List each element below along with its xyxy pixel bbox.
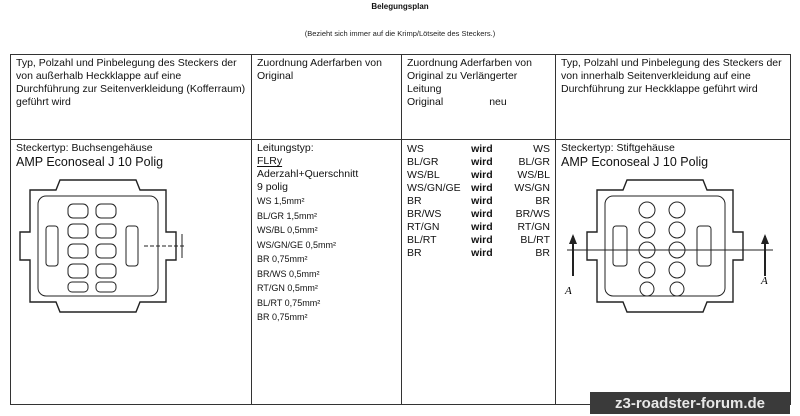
wire-spec: BL/GR 1,5mm² xyxy=(257,210,318,221)
site-watermark: z3-roadster-forum.de xyxy=(590,392,790,414)
wire-spec: BR 0,75mm² xyxy=(257,312,308,322)
mapping-from: BR xyxy=(407,247,422,259)
right-connector-model: AMP Econoseal J 10 Polig xyxy=(561,155,709,169)
cable-cross-section-label: Aderzahl+Querschnitt xyxy=(257,168,359,180)
document-title: Belegungsplan xyxy=(371,2,429,11)
right-connector-type: Steckertyp: Stiftgehäuse xyxy=(561,142,675,154)
mapping-row xyxy=(407,247,550,260)
mapping-to: BL/RT xyxy=(520,234,550,246)
mapping-verb: wird xyxy=(471,234,493,246)
pin-assignment-table xyxy=(10,54,791,405)
mapping-to: WS/BL xyxy=(517,169,550,181)
mapping-from: WS/BL xyxy=(407,169,440,181)
header-neu-label: neu xyxy=(489,96,507,108)
header-original-label: Original xyxy=(407,96,444,108)
mapping-to: BR xyxy=(535,247,550,259)
mapping-verb: wird xyxy=(471,182,493,194)
section-label-left: A xyxy=(565,285,572,297)
mapping-row xyxy=(407,234,550,247)
section-label-right: A xyxy=(761,275,768,287)
wire-spec: WS/BL 0,5mm² xyxy=(257,225,318,235)
cable-type-label: Leitungstyp: xyxy=(257,142,314,154)
mapping-verb: wird xyxy=(471,208,493,220)
mapping-row xyxy=(407,208,550,221)
mapping-to: BL/GR xyxy=(518,156,550,168)
left-connector-cell xyxy=(11,140,252,405)
mapping-row xyxy=(407,156,550,169)
left-connector-model: AMP Econoseal J 10 Polig xyxy=(16,155,164,169)
document-subtitle: (Bezieht sich immer auf die Krimp/Lötseite des Steckers.) xyxy=(304,29,496,38)
mapping-to: WS xyxy=(533,143,550,155)
mapping-to: RT/GN xyxy=(517,221,550,233)
mapping-verb: wird xyxy=(471,143,493,155)
mapping-verb: wird xyxy=(471,169,493,181)
socket-housing-drawing xyxy=(16,176,196,316)
mapping-verb: wird xyxy=(471,247,493,259)
wire-spec: RT/GN 0,5mm² xyxy=(257,283,318,293)
table-body-row xyxy=(11,140,791,405)
header-mapping-text: Zuordnung Aderfarben von Original zu Verlängerter Leitung xyxy=(407,57,532,95)
header-right-connector: Typ, Polzahl und Pinbelegung des Steckers der von innerhalb Seitenverkleidung auf eine Durchführung zur Heckklappe geführt wird xyxy=(556,55,791,140)
mapping-from: BR xyxy=(407,195,422,207)
table-header-row xyxy=(11,55,791,140)
wire-spec: BL/RT 0,75mm² xyxy=(257,297,321,308)
cable-pole-count: 9 polig xyxy=(257,181,288,193)
mapping-from: WS xyxy=(407,143,424,155)
mapping-row xyxy=(407,195,550,208)
mapping-from: RT/GN xyxy=(407,221,440,233)
cable-spec-cell xyxy=(252,140,402,405)
mapping-verb: wird xyxy=(471,195,493,207)
wire-spec: WS 1,5mm² xyxy=(257,196,305,206)
mapping-row xyxy=(407,221,550,234)
color-mapping-list xyxy=(407,143,550,260)
mapping-from: BL/GR xyxy=(407,156,439,168)
mapping-from: BR/WS xyxy=(407,208,442,220)
color-mapping-cell xyxy=(402,140,556,405)
wire-spec: BR 0,75mm² xyxy=(257,254,308,264)
mapping-row xyxy=(407,182,550,195)
left-connector-type: Steckertyp: Buchsengehäuse xyxy=(16,142,153,154)
mapping-verb: wird xyxy=(471,156,493,168)
mapping-from: BL/RT xyxy=(407,234,437,246)
wire-spec: BR/WS 0,5mm² xyxy=(257,268,320,279)
header-original-colors: Zuordnung Aderfarben von Original xyxy=(252,55,402,140)
right-connector-cell xyxy=(556,140,791,405)
header-color-mapping xyxy=(402,55,556,140)
mapping-to: BR/WS xyxy=(515,208,550,220)
wire-spec: WS/GN/GE 0,5mm² xyxy=(257,239,337,250)
mapping-verb: wird xyxy=(471,221,493,233)
header-left-connector: Typ, Polzahl und Pinbelegung des Steckers der von außerhalb Heckklappe auf eine Durchführung zur Seitenverkleidung (Kofferraum) geführt wird xyxy=(11,55,252,140)
mapping-from: WS/GN/GE xyxy=(407,182,461,194)
mapping-row xyxy=(407,143,550,156)
mapping-row xyxy=(407,169,550,182)
mapping-to: WS/GN xyxy=(514,182,550,194)
cable-type-value: FLRy xyxy=(257,155,283,167)
pin-housing-drawing xyxy=(561,176,781,316)
mapping-to: BR xyxy=(535,195,550,207)
